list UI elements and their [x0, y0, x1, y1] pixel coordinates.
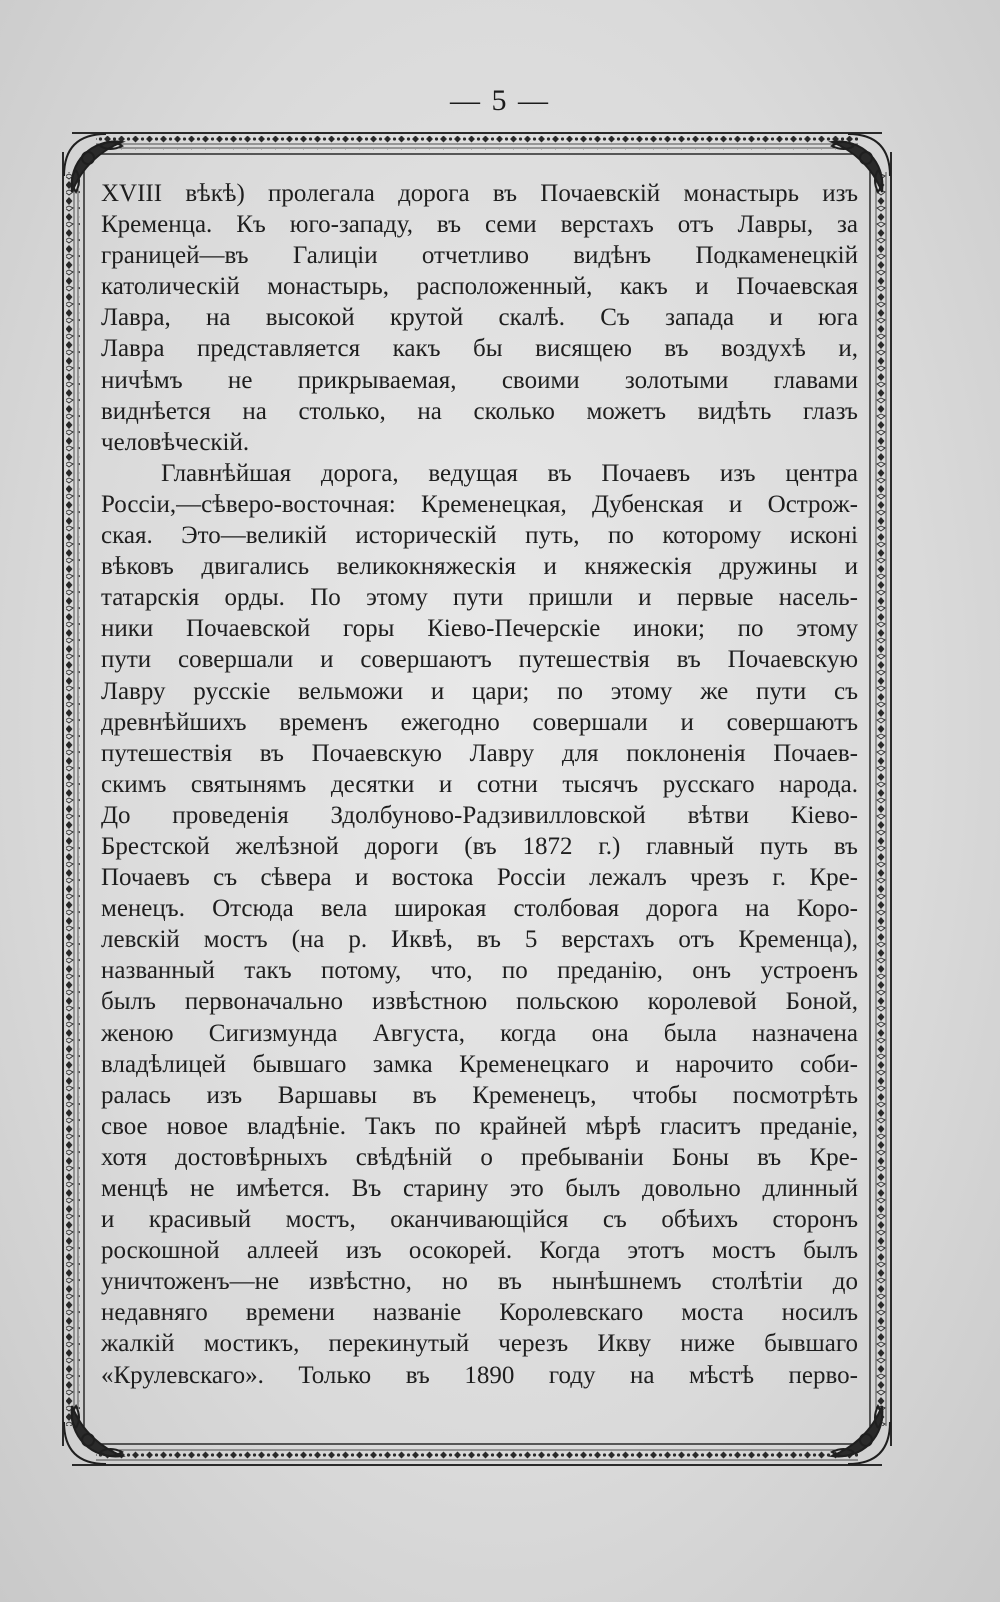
text-line: названный такъ потому, что, по преданію, онъ устроенъ [101, 957, 858, 985]
text-line: границей—въ Галиціи отчетливо видѣнъ Подкаменецкій [101, 242, 858, 270]
text-line: ралась изъ Варшавы въ Кременецъ, чтобы посмотрѣть [101, 1081, 858, 1109]
text-line: Россіи,—сѣверо-восточная: Кременецкая, Дубенская и Острож- [101, 490, 858, 518]
text-line: До проведенія Здолбуново-Радзивилловской вѣтви Кіево- [101, 801, 858, 829]
text-line: уничтоженъ—не извѣстно, но въ нынѣшнемъ столѣтіи до [101, 1268, 858, 1296]
text-line: свое новое владѣніе. Такъ по крайней мѣрѣ гласитъ преданіе, [101, 1112, 858, 1140]
text-line: ская. Это—великій историческій путь, по которому исконі [101, 522, 858, 550]
text-line: ничѣмъ не прикрываемая, своими золотыми главами [101, 366, 858, 394]
text-line: Лавра представляется какъ бы висящею въ воздухѣ и, [101, 335, 858, 363]
text-line: «Крулевскаго». Только въ 1890 году на мѣстѣ перво- [101, 1361, 858, 1389]
text-line: вѣковъ двигались великокняжескія и княжескія дружины и [101, 553, 858, 581]
text-line: и красивый мостъ, оканчивающійся съ обѣихъ сторонъ [101, 1206, 858, 1234]
text-line: скимъ святынямъ десятки и сотни тысячъ русскаго народа. [101, 770, 858, 798]
text-line: пути совершали и совершаютъ путешествія въ Почаевскую [101, 646, 858, 674]
body-text [101, 178, 858, 1422]
text-line: Брестской желѣзной дороги (въ 1872 г.) главный путь въ [101, 832, 858, 860]
text-line: ники Почаевской горы Кіево-Печерскіе иноки; по этому [101, 615, 858, 643]
text-line: виднѣется на столько, на сколько можетъ видѣть глазъ [101, 397, 858, 425]
text-line: католическій монастырь, расположенный, какъ и Почаевская [101, 273, 858, 301]
text-line: хотя достовѣрныхъ свѣдѣній о пребываніи Боны въ Кре- [101, 1143, 858, 1171]
text-line: женою Сигизмунда Августа, когда она была назначена [101, 1019, 858, 1047]
text-line: владѣлицей бывшаго замка Кременецкаго и нарочито соби- [101, 1050, 858, 1078]
text-line: XVIII вѣкѣ) пролегала дорога въ Почаевскій монастырь изъ [101, 180, 858, 207]
text-line: Почаевъ съ сѣвера и востока Россіи лежалъ чрезъ г. Кре- [101, 864, 858, 892]
text-line: былъ первоначально извѣстною польскою королевой Боной, [101, 988, 858, 1016]
text-line: древнѣйшихъ временъ ежегодно совершали и совершаютъ [101, 708, 858, 736]
text-line: недавняго времени названіе Королевскаго моста носилъ [101, 1299, 858, 1327]
text-line: Главнѣйшая дорога, ведущая въ Почаевъ изъ центра [161, 459, 858, 487]
text-line: левскій мостъ (на р. Иквѣ, въ 5 верстахъ отъ Кременца), [101, 926, 858, 954]
text-line: Лавра, на высокой крутой скалѣ. Съ запада и юга [101, 304, 858, 332]
text-line: человѣческій. [101, 428, 250, 456]
text-line: татарскія орды. По этому пути пришли и первые насель- [101, 584, 858, 612]
text-line: Кременца. Къ юго-западу, въ семи верстахъ отъ Лавры, за [101, 211, 858, 239]
text-line: менецъ. Отсюда вела широкая столбовая дорога на Коро- [101, 895, 858, 923]
text-line: роскошной аллеей изъ осокорей. Когда этотъ мостъ былъ [101, 1237, 858, 1265]
text-line: жалкій мостикъ, перекинутый черезъ Икву ниже бывшаго [101, 1330, 858, 1358]
text-line: менцѣ не имѣется. Въ старину это былъ довольно длинный [101, 1175, 858, 1202]
text-line: путешествія въ Почаевскую Лавру для поклоненія Почаев- [101, 739, 858, 767]
text-line: Лавру русскіе вельможи и цари; по этому же пути съ [101, 677, 858, 705]
page-number: — 5 — [450, 84, 550, 117]
